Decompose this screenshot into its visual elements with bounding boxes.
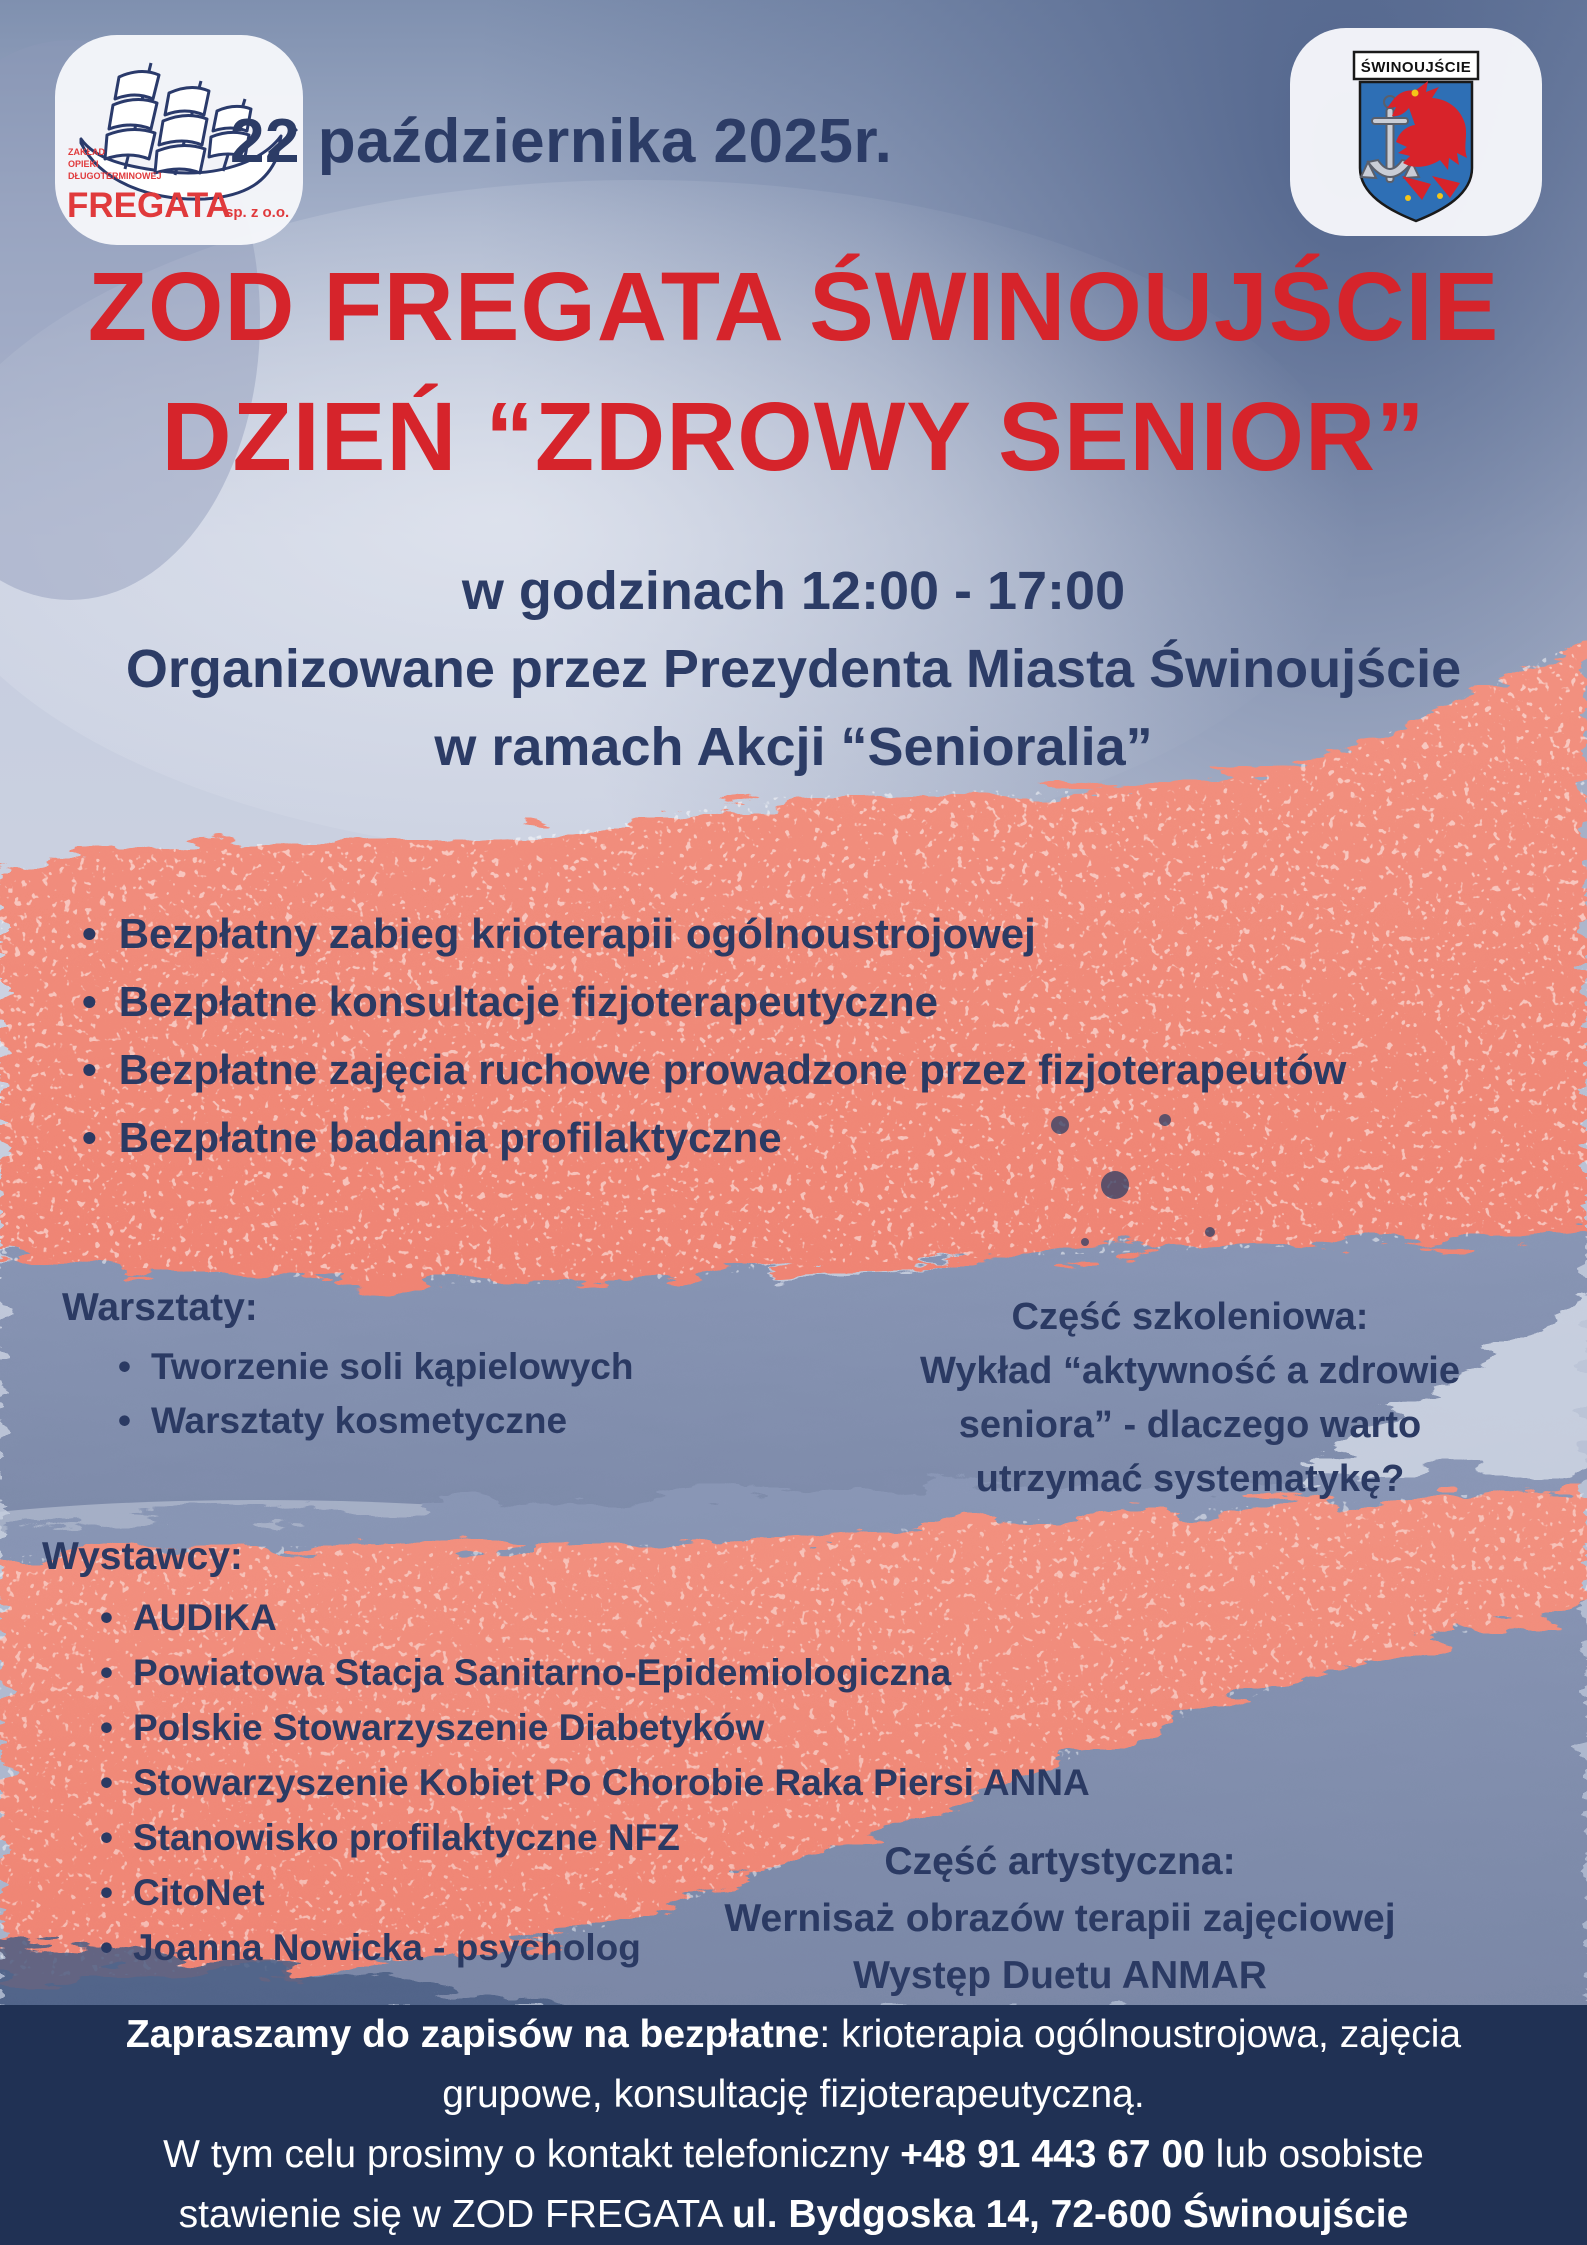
training-line1: Wykład “aktywność a zdrowie [920,1350,1460,1392]
artistic-block [560,1833,1560,2004]
logo-suffix-text: sp. z o.o. [225,204,290,221]
logo-small-text-3: DŁUGOTERMINOWEJ [68,171,162,181]
workshop-item [118,1340,633,1394]
benefit-item [82,1104,1346,1172]
workshop-item-label: Warsztaty kosmetyczne [150,1400,568,1441]
benefit-item [82,1036,1346,1104]
bullet-icon: • [100,1707,113,1748]
bullet-icon: • [82,1114,97,1161]
footer-banner [0,2005,1587,2245]
artistic-line2: Występ Duetu ANMAR [853,1954,1267,1997]
bullet-icon: • [118,1346,131,1387]
footer-invite-bold: Zapraszamy do zapisów na bezpłatne [125,2013,820,2056]
event-hours: w godzinach 12:00 - 17:00 [461,561,1126,621]
workshop-item [118,1394,633,1448]
workshops-list [118,1340,633,1448]
exhibitor-item [100,1700,1090,1755]
exhibitor-item [100,1590,1090,1645]
benefit-item-label: Bezpłatne zajęcia ruchowe prowadzone przez fizjoterapeutów [118,1046,1347,1093]
bullet-icon: • [100,1597,113,1638]
event-date: 22 października 2025r. [230,107,893,176]
exhibitor-item-label: Powiatowa Stacja Sanitarno-Epidemiologiczna [132,1652,952,1693]
exhibitor-item-label: Joanna Nowicka - psycholog [132,1927,641,1968]
exhibitor-item [100,1755,1090,1810]
artistic-heading: Część artystyczna: [884,1840,1236,1883]
bullet-icon: • [100,1762,113,1803]
benefits-list [82,900,1346,1172]
exhibitor-item-label: Polskie Stowarzyszenie Diabetyków [132,1707,765,1748]
bullet-icon: • [100,1817,113,1858]
exhibitor-item [100,1645,1090,1700]
artistic-line1: Wernisaż obrazów terapii zajęciowej [724,1897,1396,1940]
event-organizer: Organizowane przez Prezydenta Miasta Świnoujście [125,639,1462,699]
bullet-icon: • [82,1046,97,1093]
logo-name-text: FREGATA [67,186,231,225]
exhibitor-item-label: Stowarzyszenie Kobiet Po Chorobie Raka Piersi ANNA [132,1762,1090,1803]
benefit-item-label: Bezpłatne badania profilaktyczne [118,1114,782,1161]
exhibitors-heading: Wystawcy: [42,1535,243,1578]
training-block [880,1290,1500,1506]
exhibitor-item-label: CitoNet [132,1872,265,1913]
footer-contact-line2 [0,2185,1587,2245]
exhibitor-item-label: Stanowisko profilaktyczne NFZ [132,1817,680,1858]
footer-invite-rest: : krioterapia ogólnoustrojowa, zajęcia [819,2013,1462,2056]
poster-title-line1: ZOD FREGATA ŚWINOUJŚCIE [87,252,1500,361]
bullet-icon: • [100,1652,113,1693]
footer-invite-line1 [0,2005,1587,2065]
logo-small-text-1: ZAKŁAD [68,147,105,157]
coat-of-arms-icon [1290,28,1542,236]
swinoujscie-crest [1290,28,1542,236]
benefit-item-label: Bezpłatny zabieg krioterapii ogólnoustrojowej [118,910,1036,957]
poster-title-line2: DZIEŃ “ZDROWY SENIOR” [161,382,1426,491]
footer-contact-pre: W tym celu prosimy o kontakt telefoniczny [163,2133,901,2176]
subtitle-block [0,552,1587,786]
benefit-item [82,900,1346,968]
benefit-item [82,968,1346,1036]
footer-address-pre: stawienie się w ZOD FREGATA [178,2193,733,2236]
bullet-icon: • [100,1872,113,1913]
workshop-item-label: Tworzenie soli kąpielowych [150,1346,634,1387]
bullet-icon: • [118,1400,131,1441]
footer-contact-post: lub osobiste [1204,2133,1424,2176]
event-action: w ramach Akcji “Senioralia” [434,717,1153,777]
crest-label: ŚWINOUJŚCIE [1360,59,1472,76]
footer-invite-line2: grupowe, konsultację fizjoterapeutyczną. [442,2073,1145,2116]
benefit-item-label: Bezpłatne konsultacje fizjoterapeutyczne [118,978,938,1025]
workshops-heading: Warsztaty: [62,1286,258,1329]
bullet-icon: • [100,1927,113,1968]
exhibitor-item-label: AUDIKA [132,1597,277,1638]
footer-phone-number: +48 91 443 67 00 [900,2133,1205,2176]
training-heading: Część szkoleniowa: [1011,1296,1369,1338]
footer-address: ul. Bydgoska 14, 72-600 Świnoujście [732,2193,1409,2236]
bullet-icon: • [82,978,97,1025]
logo-small-text-2: OPIEKI [68,159,99,169]
footer-contact-line1 [0,2125,1587,2185]
bullet-icon: • [82,910,97,957]
training-line2: seniora” - dlaczego warto [958,1404,1422,1446]
training-line3: utrzymać systematykę? [975,1458,1405,1500]
